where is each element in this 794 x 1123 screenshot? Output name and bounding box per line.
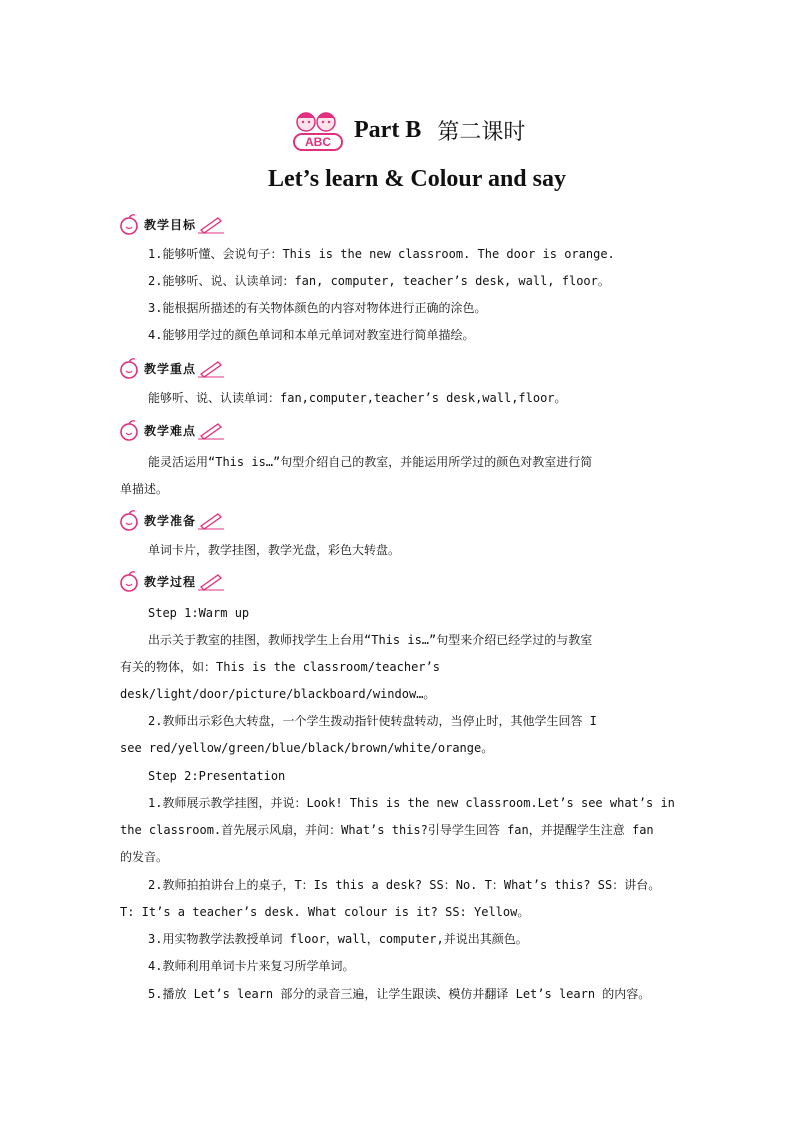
part-title: Part B — [354, 116, 422, 143]
apple-icon — [118, 419, 140, 441]
process-line-1: Step 1:Warm up — [148, 606, 250, 620]
process-line-9: the classroom.首先展示风扇，并问：What’s this?引导学生回答 fan，并提醒学生注意 fan — [120, 823, 654, 837]
section-heading-process — [118, 568, 224, 594]
kids-abc-logo-icon — [288, 108, 348, 152]
title-row — [288, 108, 525, 152]
apple-icon — [118, 570, 140, 592]
section-label: 教学难点 — [144, 423, 197, 438]
process-line-3: 有关的物体，如：This is the classroom/teacher’s — [120, 660, 440, 674]
difficult-line-1: 能灵活运用“This is…”句型介绍自己的教室，并能运用所学过的颜色对教室进行简 — [148, 455, 593, 469]
section-heading-goals — [118, 211, 224, 237]
process-line-11: 2.教师拍拍讲台上的桌子，T：Is this a desk? SS：No. T：What’s this? SS：讲台。 — [148, 878, 661, 892]
section-label: 教学目标 — [144, 217, 197, 232]
process-line-2: 出示关于教室的挂图，教师找学生上台用“This is…”句型来介绍已经学过的与教室 — [148, 633, 593, 647]
pencil-icon — [198, 420, 224, 440]
process-line-12: T: It’s a teacher’s desk. What colour is it? SS: Yellow。 — [120, 905, 530, 919]
key-line-1: 能够听、说、认读单词：fan,computer,teacher’s desk,wall,floor。 — [148, 391, 567, 405]
section-heading-key — [118, 355, 224, 381]
section-label: 教学过程 — [144, 574, 197, 589]
goal-line-1: 1.能够听懂、会说句子：This is the new classroom. The door is orange. — [148, 247, 615, 261]
section-heading-difficult — [118, 417, 224, 443]
section-heading-prep — [118, 507, 224, 533]
apple-icon — [118, 357, 140, 379]
process-line-14: 4.教师利用单词卡片来复习所学单词。 — [148, 959, 355, 973]
process-line-10: 的发音。 — [120, 850, 169, 864]
process-line-8: 1.教师展示教学挂图，并说：Look! This is the new classroom.Let’s see what’s in — [148, 796, 675, 810]
pencil-icon — [198, 571, 224, 591]
lesson-title: 第二课时 — [437, 119, 526, 145]
goal-line-4: 4.能够用学过的颜色单词和本单元单词对教室进行简单描绘。 — [148, 328, 475, 342]
process-line-7: Step 2:Presentation — [148, 769, 286, 783]
goal-line-3: 3.能根据所描述的有关物体颜色的内容对物体进行正确的涂色。 — [148, 301, 487, 315]
section-label: 教学重点 — [144, 361, 197, 376]
process-line-6: see red/yellow/green/blue/black/brown/white/orange。 — [120, 741, 494, 755]
difficult-line-2: 单描述。 — [120, 482, 169, 496]
pencil-icon — [198, 510, 224, 530]
goal-line-2: 2.能够听、说、认读单词：fan, computer, teacher’s desk, wall, floor。 — [148, 274, 610, 288]
section-label: 教学准备 — [144, 513, 197, 528]
process-line-13: 3.用实物教学法教授单词 floor，wall，computer,并说出其颜色。 — [148, 932, 528, 946]
apple-icon — [118, 509, 140, 531]
process-line-15: 5.播放 Let’s learn 部分的录音三遍，让学生跟读、模仿并翻译 Let’s learn 的内容。 — [148, 987, 651, 1001]
lesson-subtitle: Let’s learn & Colour and say — [267, 166, 566, 192]
svg-text:ABC: ABC — [305, 135, 331, 149]
prep-line-1: 单词卡片，教学挂图，教学光盘，彩色大转盘。 — [148, 543, 401, 557]
pencil-icon — [198, 214, 224, 234]
apple-icon — [118, 213, 140, 235]
pencil-icon — [198, 358, 224, 378]
process-line-5: 2.教师出示彩色大转盘，一个学生拨动指针使转盘转动，当停止时，其他学生回答 I — [148, 714, 597, 728]
process-line-4: desk/light/door/picture/blackboard/window…。 — [120, 687, 436, 701]
